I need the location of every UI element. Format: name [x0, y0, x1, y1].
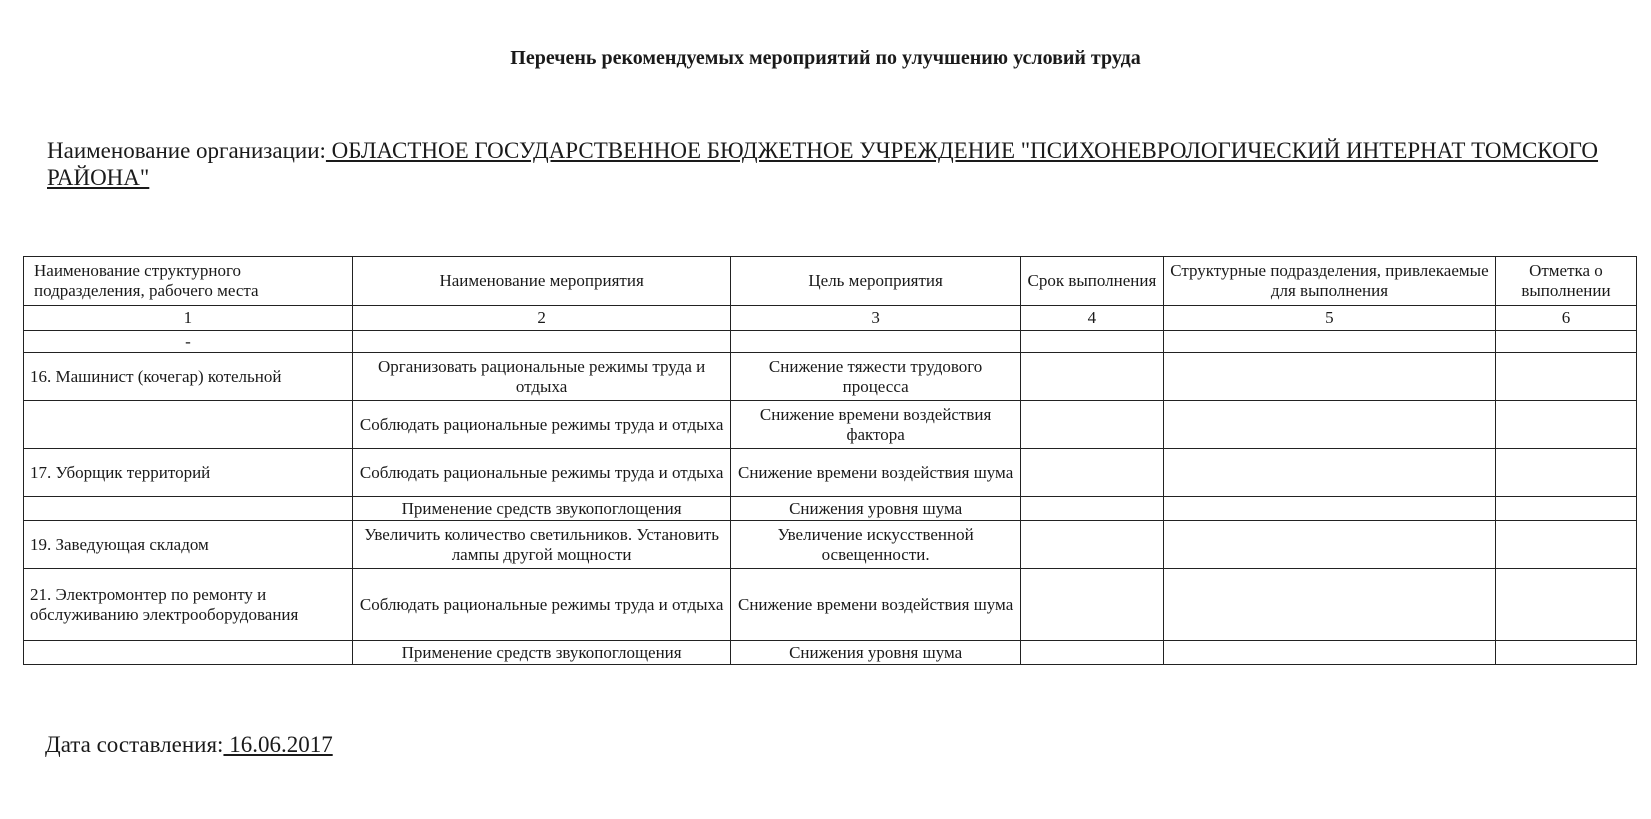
table-row	[24, 331, 1637, 353]
table-row	[24, 497, 1637, 521]
cell-goal: Снижение тяжести трудового процесса	[731, 353, 1020, 401]
cell-departments	[1163, 497, 1495, 521]
column-number: 2	[352, 306, 731, 331]
cell-measure: Соблюдать рациональные режимы труда и отдыха	[352, 449, 731, 497]
cell-goal: Снижение времени воздействия шума	[731, 569, 1020, 641]
table-row	[24, 569, 1637, 641]
compilation-date-line	[45, 732, 333, 758]
cell-deadline	[1020, 641, 1163, 665]
cell-goal: Снижения уровня шума	[731, 497, 1020, 521]
measures-table	[23, 256, 1637, 665]
table-header-row	[24, 257, 1637, 306]
cell-measure: Применение средств звукопоглощения	[352, 641, 731, 665]
date-value: 16.06.2017	[223, 732, 333, 757]
cell-completion-mark	[1495, 401, 1636, 449]
cell-measure: Увеличить количество светильников. Установить лампы другой мощности	[352, 521, 731, 569]
cell-measure: Применение средств звукопоглощения	[352, 497, 731, 521]
cell-measure: Соблюдать рациональные режимы труда и отдыха	[352, 401, 731, 449]
header-deadline: Срок выполнения	[1020, 257, 1163, 306]
cell-deadline	[1020, 521, 1163, 569]
cell-deadline	[1020, 497, 1163, 521]
column-number: 5	[1163, 306, 1495, 331]
cell-deadline	[1020, 449, 1163, 497]
table-row	[24, 401, 1637, 449]
column-number: 6	[1495, 306, 1636, 331]
cell-goal: Снижение времени воздействия фактора	[731, 401, 1020, 449]
cell-departments	[1163, 521, 1495, 569]
cell-departments	[1163, 641, 1495, 665]
column-number: 4	[1020, 306, 1163, 331]
organization-label: Наименование организации:	[47, 138, 326, 163]
cell-subdivision	[24, 401, 353, 449]
cell-completion-mark	[1495, 641, 1636, 665]
column-numbers-row	[24, 306, 1637, 331]
cell-measure	[352, 331, 731, 353]
cell-completion-mark	[1495, 497, 1636, 521]
cell-completion-mark	[1495, 521, 1636, 569]
header-completion-mark: Отметка о выполнении	[1495, 257, 1636, 306]
column-number: 3	[731, 306, 1020, 331]
cell-completion-mark	[1495, 331, 1636, 353]
cell-deadline	[1020, 331, 1163, 353]
cell-deadline	[1020, 401, 1163, 449]
cell-measure: Соблюдать рациональные режимы труда и отдыха	[352, 569, 731, 641]
cell-measure: Организовать рациональные режимы труда и отдыха	[352, 353, 731, 401]
table-row	[24, 521, 1637, 569]
cell-subdivision: -	[24, 331, 353, 353]
cell-subdivision: 17. Уборщик территорий	[24, 449, 353, 497]
cell-deadline	[1020, 353, 1163, 401]
cell-departments	[1163, 569, 1495, 641]
table-row	[24, 353, 1637, 401]
table-row	[24, 641, 1637, 665]
header-measure: Наименование мероприятия	[352, 257, 731, 306]
header-departments: Структурные подразделения, привлекаемые для выполнения	[1163, 257, 1495, 306]
cell-departments	[1163, 331, 1495, 353]
organization-name: ОБЛАСТНОЕ ГОСУДАРСТВЕННОЕ БЮДЖЕТНОЕ УЧРЕЖДЕНИЕ "ПСИХОНЕВРОЛОГИЧЕСКИЙ ИНТЕРНАТ ТОМСКОГО РАЙОНА"	[47, 138, 1599, 190]
header-subdivision: Наименование структурного подразделения, рабочего места	[24, 257, 353, 306]
cell-departments	[1163, 449, 1495, 497]
table-row	[24, 449, 1637, 497]
cell-goal: Снижение времени воздействия шума	[731, 449, 1020, 497]
cell-subdivision	[24, 497, 353, 521]
cell-goal: Увеличение искусственной освещенности.	[731, 521, 1020, 569]
header-goal: Цель мероприятия	[731, 257, 1020, 306]
cell-subdivision: 21. Электромонтер по ремонту и обслуживанию электрооборудования	[24, 569, 353, 641]
cell-subdivision	[24, 641, 353, 665]
date-label: Дата составления:	[45, 732, 224, 757]
organization-line	[47, 137, 1627, 191]
cell-goal: Снижения уровня шума	[731, 641, 1020, 665]
cell-subdivision: 19. Заведующая складом	[24, 521, 353, 569]
cell-subdivision: 16. Машинист (кочегар) котельной	[24, 353, 353, 401]
cell-completion-mark	[1495, 353, 1636, 401]
column-number: 1	[24, 306, 353, 331]
document-title: Перечень рекомендуемых мероприятий по улучшению условий труда	[510, 47, 1141, 69]
cell-departments	[1163, 353, 1495, 401]
cell-deadline	[1020, 569, 1163, 641]
cell-completion-mark	[1495, 569, 1636, 641]
cell-goal	[731, 331, 1020, 353]
cell-departments	[1163, 401, 1495, 449]
cell-completion-mark	[1495, 449, 1636, 497]
